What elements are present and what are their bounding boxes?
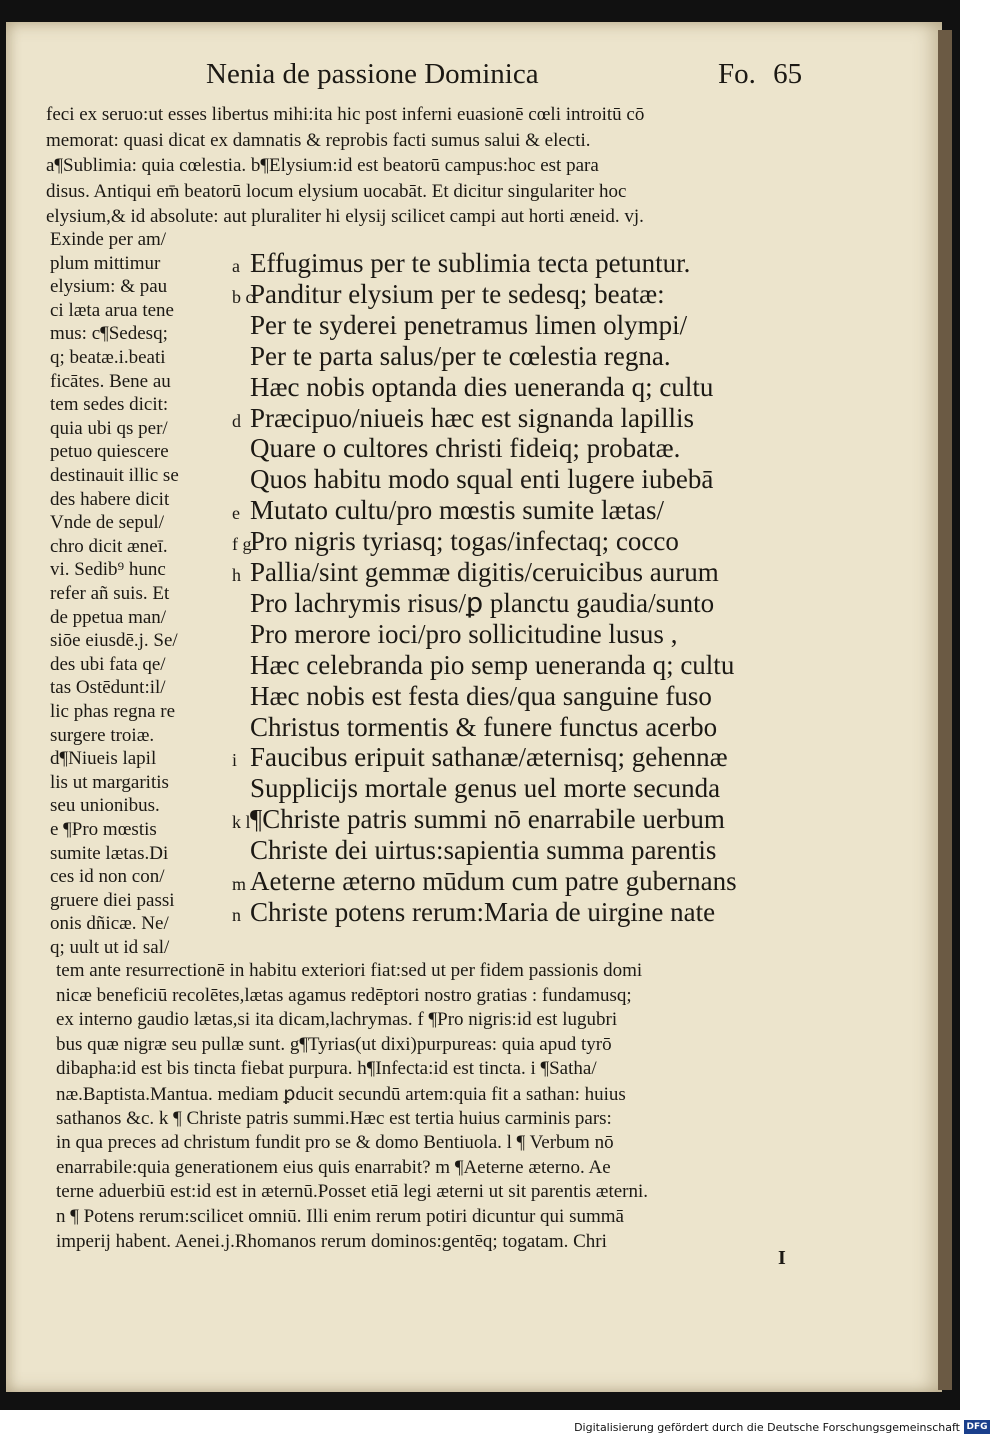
gloss-line: quia ubi qs per/ (50, 417, 168, 439)
gloss-line: ci læta arua tene (50, 299, 174, 321)
verse-line: Pro merore ioci/pro sollicitudine lusus , (250, 618, 678, 649)
verse-line: Quos habitu modo squal enti lugere iubebā (250, 464, 714, 495)
gloss-line: destinauit illic se (50, 465, 179, 486)
gloss-line: ces id non con/ (50, 866, 165, 888)
gloss-line: onis dñicæ. Ne/ (50, 913, 169, 935)
gloss-line: surgere troiæ. (50, 724, 155, 746)
gloss-line: ficātes. Bene au (50, 370, 171, 392)
verse-marker: i (232, 750, 238, 771)
gloss-line: refer añ suis. Et (50, 583, 170, 604)
verse-line: Christe dei uirtus:sapientia summa parentis (250, 835, 717, 866)
verse-line: Panditur elysium per te sedesq; beatæ: (250, 278, 665, 309)
commentary-line: feci ex seruo:ut esses libertus mihi:ita hic post inferni euasionē cœli introitū cō (46, 104, 645, 125)
verse-line: Hæc celebranda pio semp ueneranda q; cultu (250, 649, 735, 680)
gloss-line: chro dicit æneī. (50, 535, 168, 557)
verse-line: Pro lachrymis risus/ꝑ planctu gaudia/sunto (250, 587, 715, 618)
verse-line: Christus tormentis & funere functus acerbo (250, 711, 718, 742)
verse-marker: h (232, 565, 241, 585)
commentary-line: elysium,& id absolute: aut pluraliter hi elysij scilicet campi aut horti æneid. vj. (46, 206, 644, 227)
catchword: I (778, 1247, 786, 1269)
verse-line: Faucibus eripuit sathanæ/æternisq; gehennæ (250, 742, 728, 773)
verse-line: Pallia/sint gemmæ digitis/ceruicibus aurum (250, 557, 719, 587)
running-head: Nenia de passione Dominica (206, 58, 539, 90)
commentary-line: bus quæ nigræ seu pullæ sunt. g¶Tyrias(ut dixi)purpureas: quia apud tyrō (56, 1033, 612, 1055)
verse-marker: b c (232, 286, 254, 307)
verse-marker: m (232, 874, 247, 894)
gloss-line: des habere dicit (50, 488, 170, 510)
verse-marker: f g (232, 534, 252, 555)
page-edge (938, 30, 952, 1390)
gloss-line: Exinde per am/ (50, 229, 167, 250)
commentary-line: a¶Sublimia: quia cœlestia. b¶Elysium:id est beatorū campus:hoc est para (46, 155, 599, 176)
gloss-line: tem sedes dicit: (50, 394, 169, 416)
gloss-line: Vnde de sepul/ (50, 512, 164, 534)
commentary-line: in qua preces ad christum fundit pro se & domo Bentiuola. l ¶ Verbum nō (56, 1132, 614, 1154)
commentary-line: imperij habent. Aenei.j.Rhomanos rerum dominos:gentēq; togatam. Chri (56, 1230, 607, 1252)
gloss-line: des ubi fata qe/ (50, 653, 166, 675)
verse-line: Per te parta salus/per te cœlestia regna. (250, 340, 671, 371)
gloss-line: plum mittimur (50, 252, 161, 274)
verse-marker: n (232, 904, 241, 925)
gloss-line: elysium: & pau (50, 276, 168, 298)
verse-marker: d (232, 410, 241, 431)
verse-line: Aeterne æterno mūdum cum patre gubernans (250, 866, 737, 896)
gloss-line: q; uult ut id sal/ (50, 937, 170, 958)
verse-line: Hæc nobis optanda dies ueneranda q; cultu (250, 371, 714, 402)
gloss-line: mus: c¶Sedesq; (50, 323, 168, 345)
commentary-line: nicæ beneficiū recolētes,lætas agamus redēptori nostro gratias : fundamusq; (56, 984, 632, 1006)
gloss-line: petuo quiescere (50, 441, 169, 463)
folio-number: Fo. 65 (718, 58, 803, 90)
gloss-line: q; beatæ.i.beati (50, 347, 166, 368)
gloss-line: vi. Sedib⁹ hunc (50, 559, 166, 581)
gloss-line: d¶Niueis lapil (50, 748, 157, 770)
gloss-line: sumite lætas.Di (50, 842, 169, 864)
gloss-line: lic phas regna re (50, 701, 176, 722)
commentary-line: terne aduerbiū est:id est in æternū.Posset etiā legi æterni ut sit parentis æterni. (56, 1181, 649, 1203)
verse-line: Per te syderei penetramus limen olympi/ (250, 309, 688, 340)
verse-line: Supplicijs mortale genus uel morte secunda (250, 773, 721, 804)
commentary-line: dibapha:id est bis tincta fiebat purpura. h¶Infecta:id est tincta. i ¶Satha/ (56, 1058, 597, 1080)
commentary-line: næ.Baptista.Mantua. mediam ꝑducit secundū artem:quia fit a sathan: huius (56, 1084, 626, 1105)
verse-line: Effugimus per te sublimia tecta petuntur. (250, 248, 691, 278)
verse-line: Christe potens rerum:Maria de uirgine nate (250, 896, 716, 927)
gloss-line: gruere diei passi (50, 889, 175, 911)
verse-line: Hæc nobis est festa dies/qua sanguine fuso (250, 680, 712, 711)
gloss-line: tas Ostēdunt:il/ (50, 677, 166, 699)
gloss-line: lis ut margaritis (50, 771, 169, 793)
verse-line: Pro nigris tyriasq; togas/infectaq; cocco (250, 526, 679, 557)
gloss-line: e ¶Pro mœstis (50, 819, 157, 840)
commentary-line: disus. Antiqui em̄ beatorū locum elysium uocabāt. Et dicitur singulariter hoc (46, 180, 627, 202)
commentary-line: enarrabile:quia generationem eius quis enarrabit? m ¶Aeterne æterno. Ae (56, 1156, 611, 1178)
commentary-line: memorat: quasi dicat ex damnatis & reprobis facti sumus salui & electi. (46, 129, 591, 151)
commentary-line: ex interno gaudio lætas,si ita dicam,lachrymas. f ¶Pro nigris:id est lugubri (56, 1009, 618, 1031)
verse-marker: e (232, 503, 240, 524)
verse-marker: k l (232, 812, 251, 833)
verse-line: Quare o cultores christi fideiq; probatæ. (250, 433, 681, 464)
dfg-logo-icon: DFG (964, 1420, 990, 1434)
verse-line: ¶Christe patris summi nō enarrabile uerbum (250, 804, 725, 835)
commentary-line: n ¶ Potens rerum:scilicet omniū. Illi enim rerum potiri dicuntur qui summā (56, 1206, 624, 1227)
verse-line: Mutato cultu/pro mœstis sumite lætas/ (250, 495, 664, 526)
verse-marker: a (232, 256, 240, 276)
commentary-line: sathanos &c. k ¶ Christe patris summi.Hæc est tertia huius carminis pars: (56, 1107, 612, 1129)
footer-credit: Digitalisierung gefördert durch die Deutsche Forschungsgemeinschaft (574, 1421, 960, 1434)
gloss-line: siōe eiusdē.j. Se/ (50, 630, 178, 652)
gloss-line: seu unionibus. (50, 795, 160, 817)
commentary-line: tem ante resurrectionē in habitu exteriori fiat:sed ut per fidem passionis domi (56, 960, 643, 981)
gloss-line: de ppetua man/ (50, 606, 167, 628)
verse-line: Præcipuo/niueis hæc est signanda lapillis (250, 402, 694, 433)
